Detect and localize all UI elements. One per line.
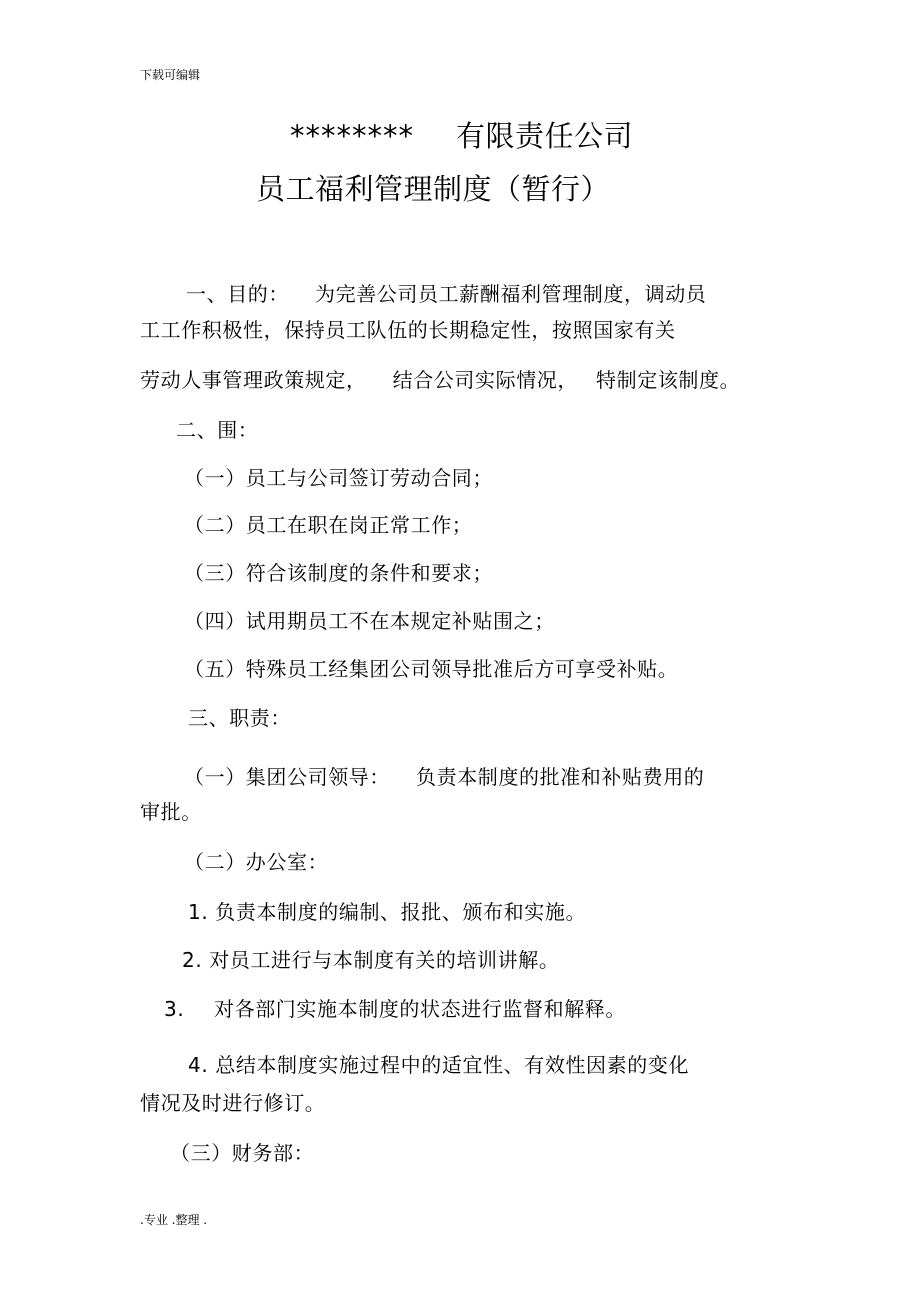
company-name-placeholder: ******** [290, 119, 414, 153]
office-item-continuation: 情况及时进行修订。 [140, 1091, 326, 1115]
header-note: 下载可编辑 [140, 68, 201, 82]
office-item: 4. 总结本制度实施过程中的适宜性、有效性因素的变化 [188, 1053, 690, 1077]
leaders-label: （一）集团公司领导： [184, 765, 390, 789]
company-title [290, 119, 634, 153]
purpose-label: 一、目的： [186, 282, 289, 306]
scope-item: （三）符合该制度的条件和要求； [184, 561, 493, 585]
duties-heading: 三、职责： [188, 706, 291, 730]
scope-item: （二）员工在职在岗正常工作； [184, 513, 473, 537]
office-item: 1. 负责本制度的编制、报批、颁布和实施。 [188, 900, 587, 924]
leaders-duty-line-1: （一）集团公司领导： 负责本制度的批准和补贴费用的 [184, 765, 705, 789]
purpose-paragraph-line-1: 一、目的： 为完善公司员工薪酬福利管理制度，调动员 [186, 282, 707, 306]
company-name: 有限责任公司 [456, 119, 634, 153]
leaders-duty-line-2: 审批。 [140, 800, 202, 824]
office-item: 对各部门实施本制度的状态进行监督和解释。 [214, 997, 626, 1021]
footer-note: .专业 .整理 . [140, 1213, 208, 1227]
office-item-number: 3. [164, 997, 185, 1021]
office-heading: （二）办公室： [184, 850, 329, 874]
purpose-paragraph-line-2: 工工作积极性，保持员工队伍的长期稳定性，按照国家有关 [140, 318, 676, 342]
scope-item: （五）特殊员工经集团公司领导批准后方可享受补贴。 [184, 657, 679, 681]
office-item: 2. 对员工进行与本制度有关的培训讲解。 [182, 948, 560, 972]
document-title: 员工福利管理制度（暂行） [256, 172, 611, 206]
finance-heading: （三）财务部： [170, 1141, 315, 1165]
purpose-paragraph-line-3: 劳动人事管理政策规定， 结合公司实际情况， 特制定该制度。 [140, 368, 741, 392]
scope-item: （四）试用期员工不在本规定补贴围之； [184, 609, 555, 633]
scope-item: （一）员工与公司签订劳动合同； [184, 466, 493, 490]
scope-heading: 二、围： [176, 418, 259, 442]
